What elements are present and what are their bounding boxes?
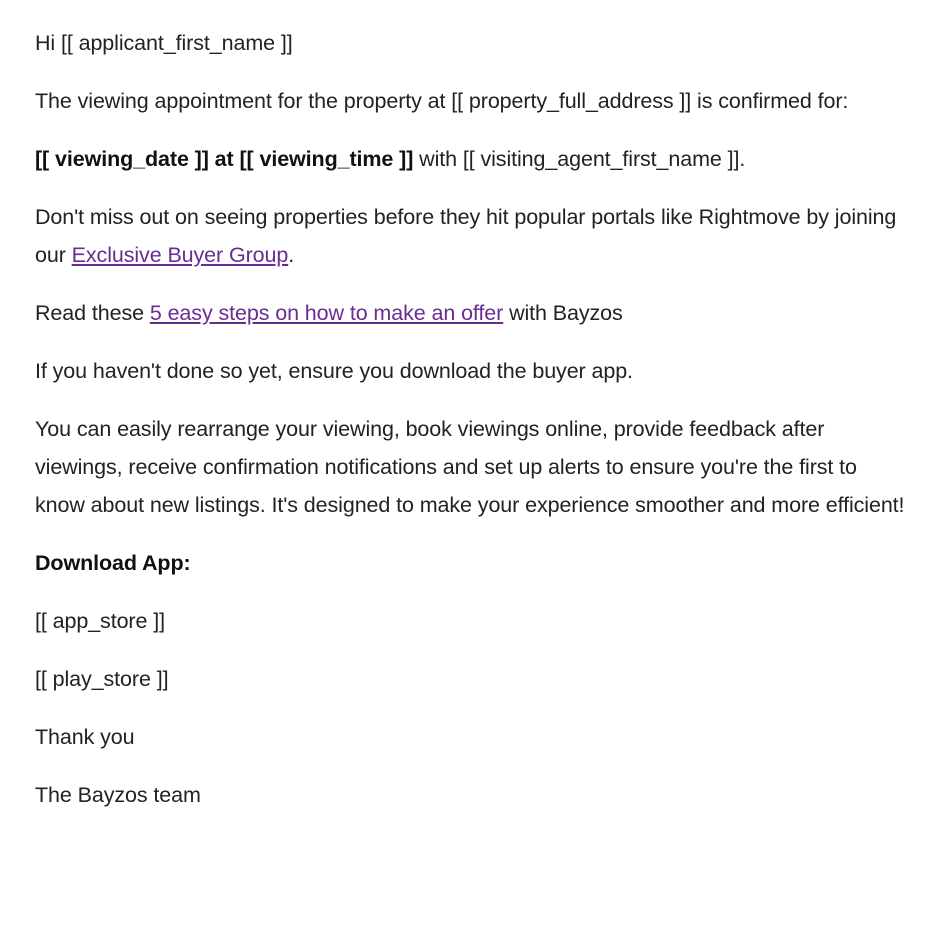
buyer-group-paragraph bbox=[35, 198, 905, 274]
play-store-placeholder bbox=[35, 660, 905, 698]
email-body bbox=[35, 24, 905, 834]
appointment-line bbox=[35, 140, 905, 178]
thank-you-line bbox=[35, 718, 905, 756]
confirmation-text: The viewing appointment for the property at [[ property_full_address ]] is confirmed for: bbox=[35, 89, 849, 113]
thank-you-text: Thank you bbox=[35, 725, 135, 749]
app-store-placeholder bbox=[35, 602, 905, 640]
buyer-group-period: . bbox=[288, 243, 295, 267]
download-app-heading bbox=[35, 544, 905, 582]
exclusive-buyer-group-link[interactable]: Exclusive Buyer Group bbox=[71, 243, 289, 267]
app-features-paragraph bbox=[35, 410, 905, 524]
appointment-agent-text: with [[ visiting_agent_first_name ]]. bbox=[413, 147, 746, 171]
signature-text: The Bayzos team bbox=[35, 783, 201, 807]
offer-steps-paragraph bbox=[35, 294, 905, 332]
buyer-group-text: Don't miss out on seeing properties before they hit popular portals like Rightmove by joining our bbox=[35, 205, 897, 267]
greeting-line bbox=[35, 24, 905, 62]
offer-steps-suffix: with Bayzos bbox=[503, 301, 623, 325]
offer-steps-prefix: Read these bbox=[35, 301, 150, 325]
confirmation-paragraph bbox=[35, 82, 905, 120]
play-store-text: [[ play_store ]] bbox=[35, 667, 169, 691]
download-prompt-text: If you haven't done so yet, ensure you download the buyer app. bbox=[35, 359, 633, 383]
download-app-heading-text: Download App: bbox=[35, 551, 191, 575]
greeting-text: Hi [[ applicant_first_name ]] bbox=[35, 31, 293, 55]
app-store-text: [[ app_store ]] bbox=[35, 609, 165, 633]
appointment-datetime: [[ viewing_date ]] at [[ viewing_time ]] bbox=[35, 147, 414, 171]
download-prompt-paragraph bbox=[35, 352, 905, 390]
app-features-text: You can easily rearrange your viewing, book viewings online, provide feedback after viewings, receive confirmation notifications and set up alerts to ensure you're the first to know about new listings. It's designed to make your experience smoother and more efficient! bbox=[35, 417, 905, 517]
signature-line bbox=[35, 776, 905, 814]
make-offer-steps-link[interactable]: 5 easy steps on how to make an offer bbox=[149, 301, 504, 325]
